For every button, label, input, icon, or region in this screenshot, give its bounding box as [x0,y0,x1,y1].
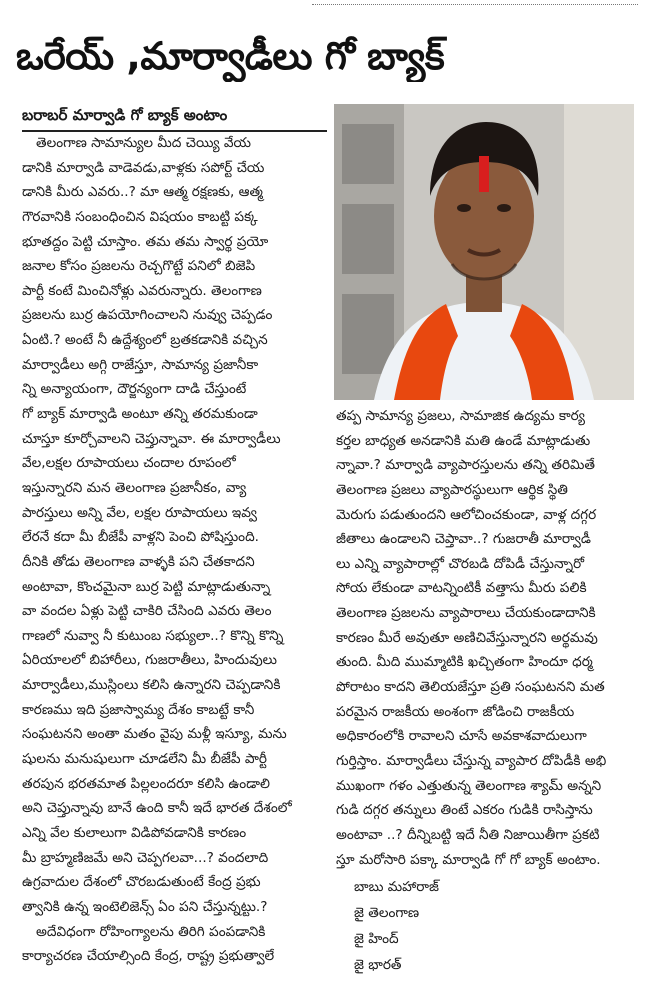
body-line: సోయ లేకుండా వాటన్నింటికీ వత్తాసు మీరు పలికి [336,580,587,597]
body-line: డానికి మార్వాడి వాడెవడు,వాళ్లకు సపోర్ట్ చేయ [22,159,265,176]
body-line: లేరనే కదా మీ బీజేపీ వాళ్లని పెంచి పోషిస్తుంది. [22,529,259,546]
body-line: షులను మనుషులుగా చూడలేని మీ బీజేపీ పార్టీ [22,751,267,768]
signature-name: బాబు మహారాజ్ [354,879,439,895]
body-line: స్తూ మరోసారి పక్కా మార్వాడి గో గో బ్యాక్ అంటాం. [336,851,601,868]
left-column [22,131,327,969]
body-line: దీనికి తోడు తెలంగాణ వాళ్ళకి పని చేతకాదని [22,553,255,570]
body-line: ఏంటి.? అంటే నీ ఉద్దేశ్యంలో బ్రతకడానికి వచ్చిన [22,332,268,349]
headline: ఒరేయ్ ,మార్వాడీలు గో బ్యాక్ [16,34,445,78]
body-line: జీతాలు ఉండాలని చెప్తావా..? గుజరాతీ మార్వాడీ [336,531,591,548]
tilak [479,156,489,192]
body-line: న్నావా.? మార్వాడి వ్యాపారస్తులను తన్ని తరిమితే [336,457,595,474]
body-line: కారణము ఇది ప్రజాస్వామ్య దేశం కాబట్టే కానీ [22,701,255,718]
body-line: అంటావా ..? దీన్నిబట్టి ఇదే నీతి నిజాయితీగా ప్రకటి [336,826,600,843]
right-column [336,404,638,872]
body-line: సంఘటనని అంతా మతం వైపు మళ్లీ ఇస్యూ, మను [22,726,287,743]
body-line: గౌరవానికి సంబంధించిన విషయం కాబట్టి పక్క [22,208,258,225]
body-line: తెలంగాణ ప్రజలను వ్యాపారాలు చేయకుండాదానికి [336,605,596,622]
body-line: ముఖంగా గళం ఎత్తుతున్న తెలంగాణ శ్యామ్ అన్నని [336,777,602,794]
body-line: పోరాటం కాదని తెలియజేస్తూ ప్రతి సంఘటనని మత [336,679,605,696]
body-line: కార్యాచరణ చేయాల్సింది కేంద్ర, రాష్ట్ర ప్రభుత్వాలే [22,948,275,965]
body-line: ఏరియాలలో బిహారీలు, గుజరాతీలు, హిందువులు [22,652,277,669]
background-shelf-panel [342,204,394,274]
left-eye [457,204,471,212]
body-line: అధికారంలోకి రావాలని చూసే అవకాశవాదులుగా [336,728,587,745]
body-line: మార్వాడీలు అగ్గి రాజేస్తూ, సామాన్య ప్రజానీకా [22,356,259,373]
body-line: గో బ్యాక్ మార్వాడి అంటూ తన్ని తరమకుండా [22,406,258,423]
body-line: ప్రజలను బుర్ర ఉపయోగించాలని నువ్వు చెప్పడం [22,307,273,324]
body-line: పార్టీ కంటే మించినోళ్లు ఎవరున్నారు. తెలంగాణ [22,282,262,299]
body-line: గుర్తిస్తాం. మార్వాడీలు చేస్తున్న వ్యాపార దోపిడీకి అభి [336,752,607,769]
body-line: చూస్తూ కూర్చోవాలని చెప్తున్నావా. ఈ మార్వాడీలు [22,430,281,447]
body-line: ఉగ్రవాదుల దేశంలో చొరబడుతుంటే కేంద్ర ప్రభు [22,874,261,891]
body-line: అదేవిధంగా రోహింగ్యాలను తిరిగి పంపడానికి [36,923,266,940]
body-line: లు ఎన్ని వ్యాపారాల్లో చొరబడి దోపిడీ చేస్తున్నారో [336,555,584,572]
body-line: ఎన్ని వేల కులాలుగా విడిపోవడానికి కారణం [22,824,247,841]
slogan: జై భారత్ [354,957,402,973]
body-line: వేల,లక్షల రూపాయలు చందాల రూపంలో [22,455,236,472]
body-line: మెరుగు పడుతుందని ఆలోచించకుండా, వాళ్ల దగ్గర [336,506,597,523]
body-line: పరమైన రాజకీయ అంశంగా జోడించి రాజకీయ [336,703,575,720]
body-line: జనాల కోసం ప్రజలను రెచ్చగొట్టే పనిలో బిజెపి [22,258,256,275]
portrait-photo [334,104,634,400]
body-line: తరపున భరతమాత పిల్లలందరూ కలిసి ఉండాలి [22,775,270,792]
body-line: భూతద్దం పెట్టి చూస్తాం. తమ తమ స్వార్థ ప్రయో [22,233,269,250]
body-line: గాణలో నువ్వా నీ కుటుంబ సభ్యులా..? కొన్ని కొన్ని [22,627,284,644]
body-line: తప్ప సామాన్య ప్రజలు, సామాజిక ఉద్యమ కార్య [336,408,585,424]
body-line: వా వందల ఏళ్లు పెట్టి చాకిరి చేసింది ఎవరు తెలం [22,603,272,620]
body-line: తెలంగాణ సామాన్యుల మీద చెయ్యి వేయ [36,135,252,151]
body-line: కర్తల బాధ్యత అనడానికి మతి ఉండే మాట్లాడుతు [336,432,591,449]
slogan: జై తెలంగాణ [354,905,420,921]
body-line: త్వానికి ఉన్న ఇంటెలిజెన్స్ ఏం పని చేస్తున్నట్టు.? [22,898,268,915]
portrait-illustration [334,104,634,400]
body-line: కారణం మీరే అవుతూ అణిచివేస్తున్నారని అర్థమవు [336,629,598,646]
background-shelf-panel [342,124,394,184]
body-line: డానికి మీరు ఎవరు..? మా ఆత్మ రక్షణకు, ఆత్మ [22,184,263,201]
subheadline: బరాబర్ మార్వాడి గో బ్యాక్ అంటాం [22,104,327,132]
body-line: అంటావా, కొంచమైనా బుర్ర పెట్టి మాట్లాడుతున్నా [22,578,271,595]
body-line: పారస్తులు అన్ని వేల, లక్షల రూపాయలు ఇవ్వ [22,504,257,521]
body-line: ఇస్తున్నారని మన తెలంగాణ ప్రజానీకం, వ్యా [22,479,247,496]
body-line: న్ని అన్యాయంగా, దౌర్జన్యంగా దాడి చేస్తుంటే [22,381,247,398]
body-line: తెలంగాణ ప్రజలు వ్యాపారస్థులుగా ఆర్థిక స్థితి [336,481,568,498]
body-line: గుడి దగ్గర తన్నులు తింటే ఎకరం గుడికి రాసిస్తాను [336,802,593,819]
slogan: జై హింద్ [354,931,399,947]
body-line: తుంది. మీది ముమ్మాటికి ఖచ్చితంగా హిందూ ధర్మ [336,654,593,671]
top-dotted-rule [312,4,638,5]
body-line: మీ బ్రాహ్మణిజమే అని చెప్పగలవా...? వందలాది [22,849,269,866]
right-eye [497,204,511,212]
body-line: అని చెప్తున్నావు బానే ఉంది కానీ ఇదే భారత దేశంలో [22,800,292,817]
body-line: మార్వాడీలు,ముస్లింలు కలిసి ఉన్నారని చెప్పడానికి [22,677,281,694]
